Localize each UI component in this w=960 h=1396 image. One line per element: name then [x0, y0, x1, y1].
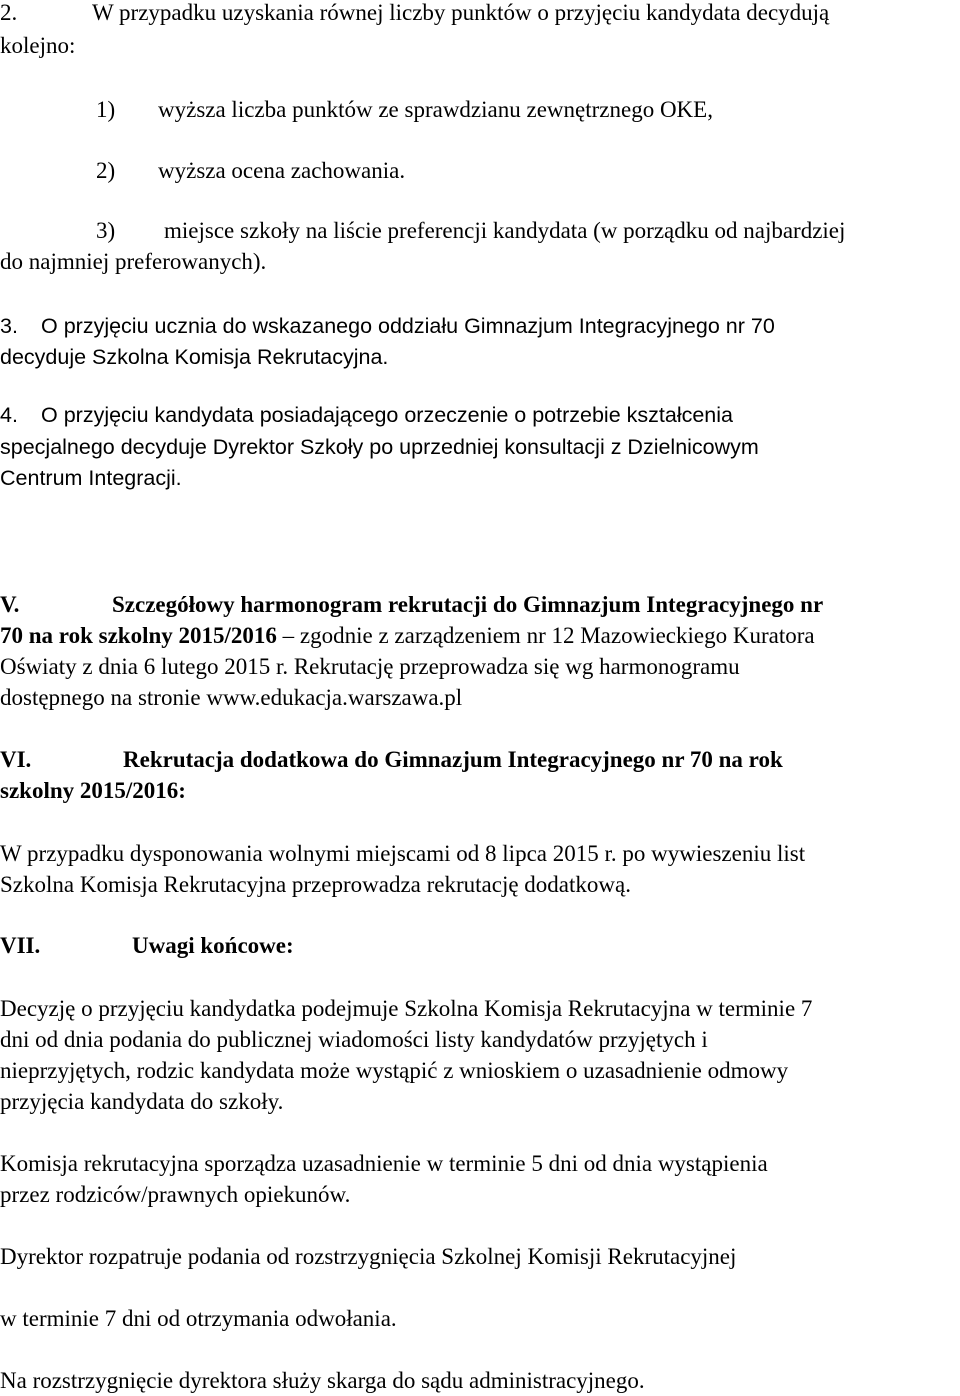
section-7-numeral: VII. — [0, 933, 41, 958]
section-6-heading-line-1: VI. Rekrutacja dodatkowa do Gimnazjum Integracyjnego nr 70 na rok — [0, 747, 783, 772]
section-7-p1-line-3: nieprzyjętych, rodzic kandydata może wystąpić z wnioskiem o uzasadnienie odmowy — [0, 1058, 789, 1083]
item-4-line-3: Centrum Integracji. — [0, 466, 182, 490]
item-2-sub-3-line-2: do najmniej preferowanych). — [0, 249, 267, 274]
edukacja-link[interactable]: www.edukacja.warszawa.pl — [206, 685, 463, 710]
section-7-p1-line-4: przyjęcia kandydata do szkoły. — [0, 1089, 284, 1114]
section-7-p4-line-1: Na rozstrzygnięcie dyrektora służy skarga do sądu administracyjnego. — [0, 1368, 645, 1393]
item-3-line-1: 3. O przyjęciu ucznia do wskazanego oddziału Gimnazjum Integracyjnego nr 70 — [0, 314, 775, 338]
item-2-sub-1: 1) wyższa liczba punktów ze sprawdzianu zewnętrznego OKE, — [96, 97, 713, 122]
section-6-heading-line-2: szkolny 2015/2016: — [0, 778, 186, 803]
section-5-line-4: dostępnego na stronie www.edukacja.warszawa.pl — [0, 685, 463, 710]
section-5-numeral: V. — [0, 592, 20, 617]
item-4-line-2: specjalnego decyduje Dyrektor Szkoły po uprzedniej konsultacji z Dzielnicowym — [0, 435, 759, 459]
section-7-p3-line-1: Dyrektor rozpatruje podania od rozstrzygnięcia Szkolnej Komisji Rekrutacyjnej — [0, 1244, 737, 1269]
item-2-line-2: kolejno: — [0, 33, 76, 58]
item-3-line-2: decyduje Szkolna Komisja Rekrutacyjna. — [0, 345, 389, 369]
item-3-number: 3. — [0, 314, 18, 338]
section-7-p3-line-2: w terminie 7 dni od otrzymania odwołania. — [0, 1306, 397, 1331]
section-6-numeral: VI. — [0, 747, 32, 772]
section-5-heading-line-2: 70 na rok szkolny 2015/2016 – zgodnie z zarządzeniem nr 12 Mazowieckiego Kuratora — [0, 623, 815, 648]
section-7-heading: VII. Uwagi końcowe: — [0, 933, 294, 958]
item-2-sub-3-line-1: 3) miejsce szkoły na liście preferencji kandydata (w porządku od najbardziej — [96, 218, 846, 243]
item-2-sub-2: 2) wyższa ocena zachowania. — [96, 158, 406, 183]
section-7-p1-line-1: Decyzję o przyjęciu kandydatka podejmuje Szkolna Komisja Rekrutacyjna w terminie 7 — [0, 996, 813, 1021]
item-4-number: 4. — [0, 403, 18, 427]
section-6-para-line-1: W przypadku dysponowania wolnymi miejscami od 8 lipca 2015 r. po wywieszeniu list — [0, 841, 806, 866]
section-7-p2-line-1: Komisja rekrutacyjna sporządza uzasadnienie w terminie 5 dni od dnia wystąpienia — [0, 1151, 768, 1176]
section-5-heading-line-1: V. Szczegółowy harmonogram rekrutacji do Gimnazjum Integracyjnego nr — [0, 592, 824, 617]
section-5-line-3: Oświaty z dnia 6 lutego 2015 r. Rekrutację przeprowadza się wg harmonogramu — [0, 654, 740, 679]
section-7-p2-line-2: przez rodziców/prawnych opiekunów. — [0, 1182, 351, 1207]
section-6-para-line-2: Szkolna Komisja Rekrutacyjna przeprowadza rekrutację dodatkową. — [0, 872, 631, 897]
item-4-line-1: 4. O przyjęciu kandydata posiadającego orzeczenie o potrzebie kształcenia — [0, 403, 733, 427]
section-7-p1-line-2: dni od dnia podania do publicznej wiadomości listy kandydatów przyjętych i — [0, 1027, 708, 1052]
